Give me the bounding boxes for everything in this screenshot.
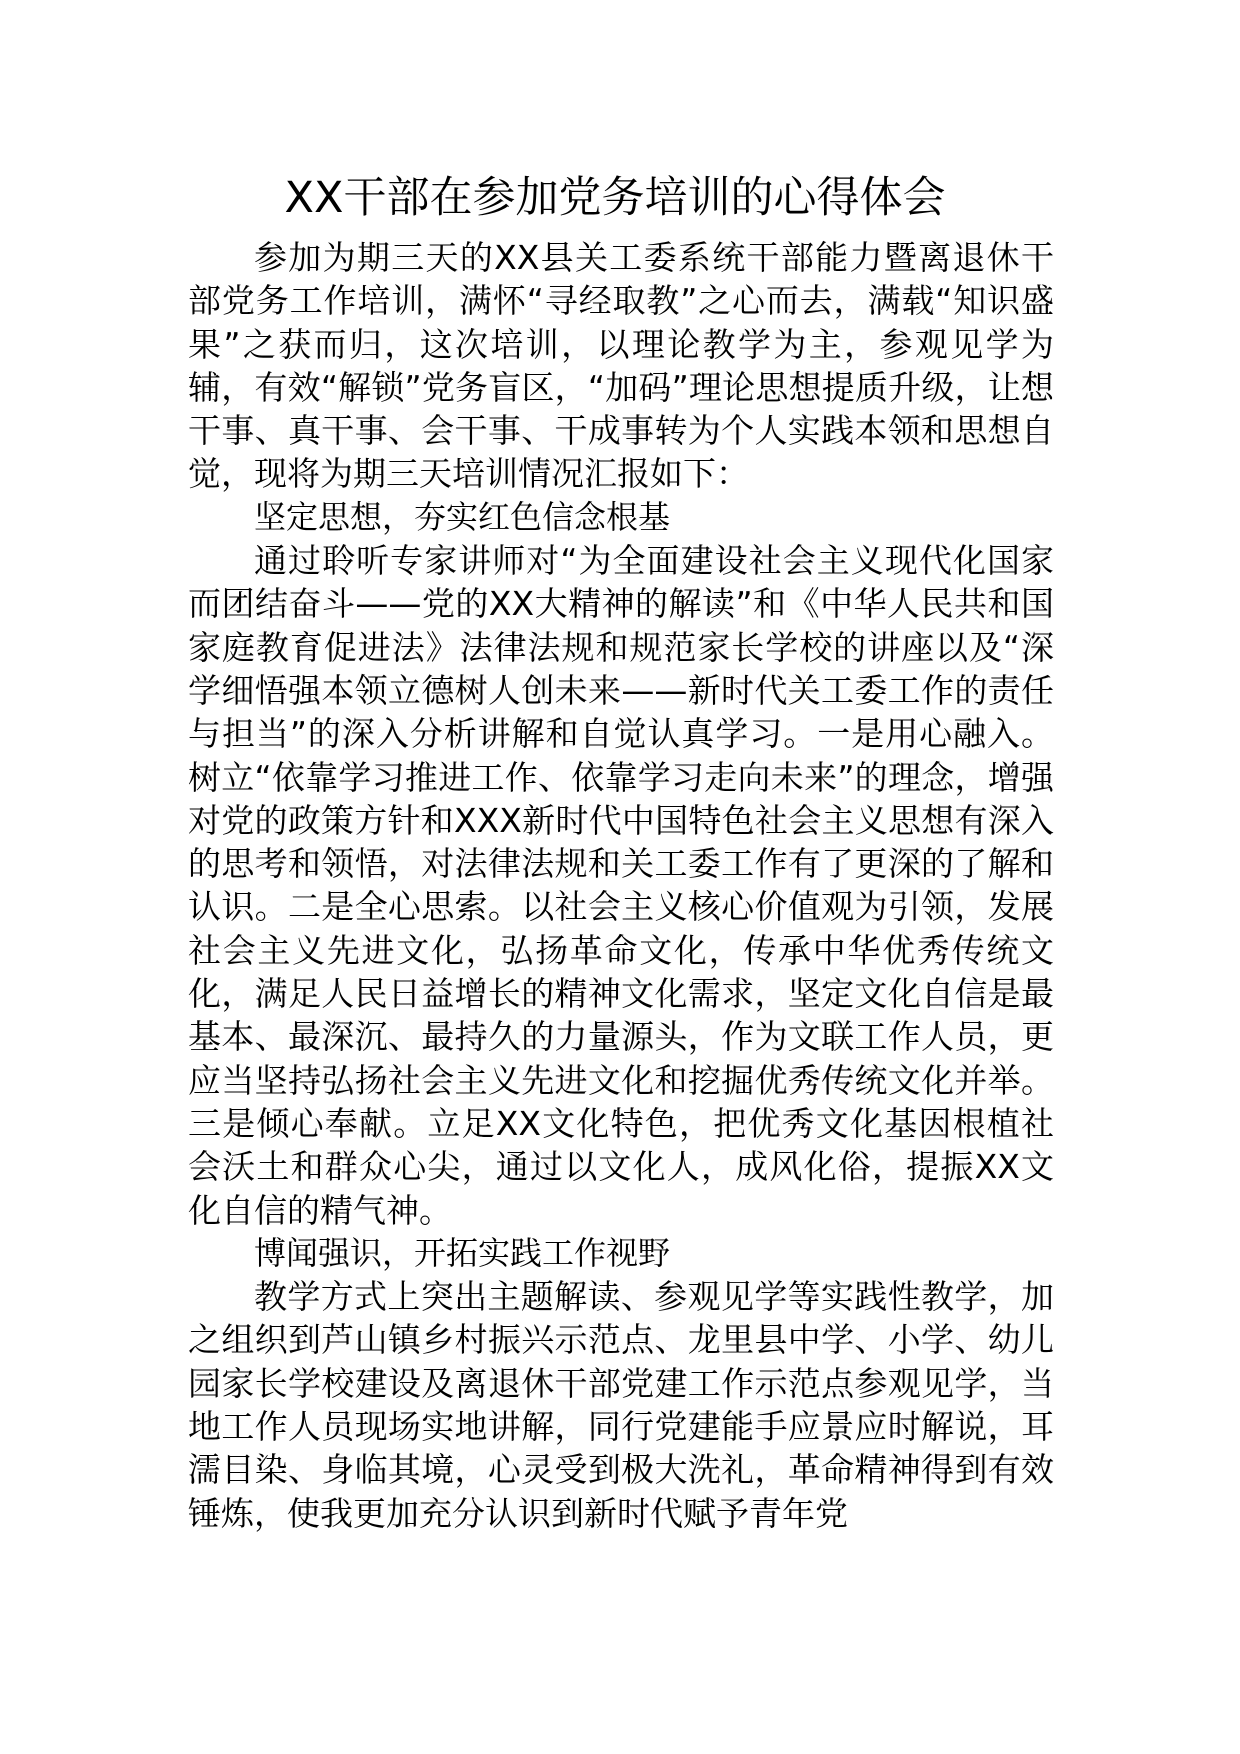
paragraph-section-2: 教学方式上突出主题解读、参观见学等实践性教学，加之组织到芦山镇乡村振兴示范点、龙里县中学、小学、幼儿园家长学校建设及离退休干部党建工作示范点参观见学，当地工作人员现场实地讲解，同行党建能手应景应时解说，耳濡目染、身临其境，心灵受到极大洗礼，革命精神得到有效锤炼，使我更加充分认识到新时代赋予青年党 (188, 1277, 1054, 1533)
document-body (188, 236, 1054, 1535)
document-title: XX干部在参加党务培训的心得体会 (284, 173, 946, 223)
section-heading-2: 博闻强识，开拓实践工作视野 (254, 1233, 671, 1272)
section-heading-1: 坚定思想，夯实红色信念根基 (254, 497, 671, 536)
paragraph-section-1: 通过聆听专家讲师对“为全面建设社会主义现代化国家而团结奋斗——党的XX大精神的解读”和《中华人民共和国家庭教育促进法》法律法规和规范家长学校的讲座以及“深学细悟强本领立德树人创未来——新时代关工委工作的责任与担当”的深入分析讲解和自觉认真学习。一是用心融入。树立“依靠学习推进工作、依靠学习走向未来”的理念，增强对党的政策方针和XXX新时代中国特色社会主义思想有深入的思考和领悟，对法律法规和关工委工作有了更深的了解和认识。二是全心思索。以社会主义核心价值观为引领，发展社会主义先进文化，弘扬革命文化，传承中华优秀传统文化，满足人民日益增长的精神文化需求，坚定文化自信是最基本、最深沉、最持久的力量源头，作为文联工作人员，更应当坚持弘扬社会主义先进文化和挖掘优秀传统文化并举。三是倾心奉献。立足XX文化特色，把优秀文化基因根植社会沃土和群众心尖，通过以文化人，成风化俗，提振XX文化自信的精气神。 (188, 541, 1054, 1230)
paragraph-intro: 参加为期三天的XX县关工委系统干部能力暨离退休干部党务工作培训，满怀“寻经取教”之心而去，满载“知识盛果”之获而归，这次培训，以理论教学为主，参观见学为辅，有效“解锁”党务盲区，“加码”理论思想提质升级，让想干事、真干事、会干事、干成事转为个人实践本领和思想自觉，现将为期三天培训情况汇报如下： (188, 238, 1054, 494)
document-page (188, 160, 1054, 1535)
